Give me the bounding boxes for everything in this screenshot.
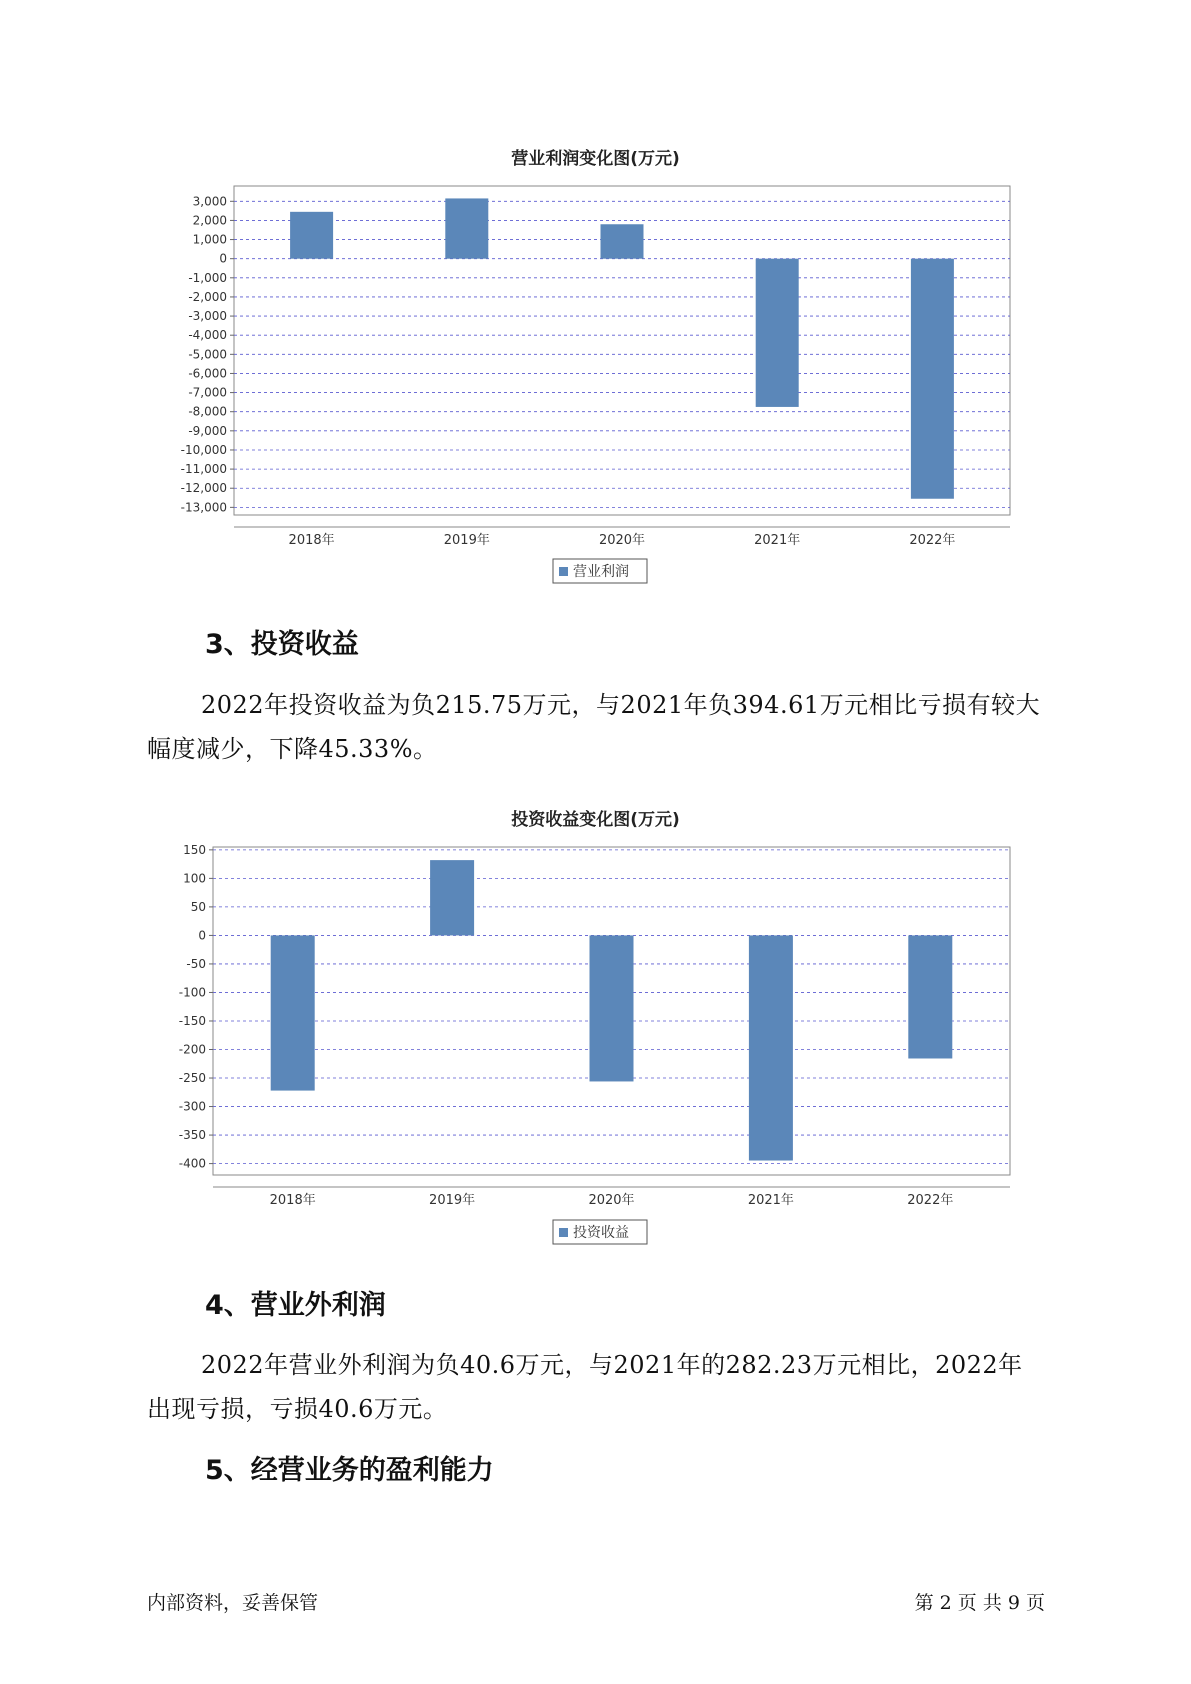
y-tick-label: -12,000 [180,481,227,496]
y-tick-label: -13,000 [180,500,227,515]
legend-label: 营业利润 [573,564,629,580]
bar [908,935,952,1058]
y-tick-label: 0 [198,928,206,943]
x-tick-label: 2022年 [909,533,956,548]
chart1-title: 营业利润变化图(万元) [511,149,680,169]
x-tick-label: 2018年 [288,533,335,548]
y-tick-label: 50 [190,899,206,914]
y-tick-label: 2,000 [192,213,227,228]
x-tick-label: 2019年 [443,533,490,548]
footer-page-number: 第 2 页 共 9 页 [914,1592,1045,1614]
y-tick-label: 1,000 [192,232,227,247]
bar [271,935,315,1090]
x-tick-label: 2020年 [588,1193,635,1208]
y-tick-label: -100 [178,985,206,1000]
section3-paragraph: 2022年投资收益为负215.75万元，与2021年负394.61万元相比亏损有较大幅度减少，下降45.33%。 [147,691,1041,763]
y-tick-label: -150 [178,1013,206,1028]
section3-heading: 3、投资收益 [205,629,359,660]
y-tick-label: -200 [178,1042,206,1057]
section5-heading: 5、经营业务的盈利能力 [205,1455,494,1486]
y-tick-label: -8,000 [188,404,227,419]
y-tick-label: -1,000 [188,270,227,285]
legend-swatch [559,1228,568,1237]
y-tick-label: 150 [183,842,206,857]
section4-heading: 4、营业外利润 [205,1290,386,1321]
y-tick-label: 0 [219,251,227,266]
y-tick-label: -4,000 [188,328,227,343]
y-tick-label: 3,000 [192,194,227,209]
y-tick-label: 100 [183,871,206,886]
y-tick-label: -7,000 [188,385,227,400]
bar [590,935,634,1081]
y-tick-label: -2,000 [188,289,227,304]
y-tick-label: -250 [178,1071,206,1086]
y-tick-label: -6,000 [188,366,227,381]
y-tick-label: -5,000 [188,347,227,362]
chart2-title: 投资收益变化图(万元) [511,810,680,830]
x-tick-label: 2020年 [598,533,646,548]
bar [430,860,474,935]
section4-paragraph: 2022年营业外利润为负40.6万元，与2021年的282.23万元相比，2022年出现亏损，亏损40.6万元。 [147,1351,1023,1423]
bar [749,935,793,1160]
x-tick-label: 2022年 [907,1193,954,1208]
x-tick-label: 2018年 [269,1193,316,1208]
y-tick-label: -350 [178,1128,206,1143]
y-tick-label: -50 [186,956,206,971]
x-tick-label: 2021年 [747,1193,794,1208]
x-tick-label: 2019年 [429,1193,476,1208]
y-tick-label: -400 [178,1156,206,1171]
y-tick-label: -11,000 [180,462,227,477]
y-tick-label: -300 [178,1099,206,1114]
footer-confidential-note: 内部资料，妥善保管 [147,1592,319,1614]
legend-label: 投资收益 [573,1225,629,1241]
x-tick-label: 2021年 [754,533,801,548]
y-tick-label: -3,000 [188,309,227,324]
y-tick-label: -10,000 [180,442,227,457]
y-tick-label: -9,000 [188,423,227,438]
